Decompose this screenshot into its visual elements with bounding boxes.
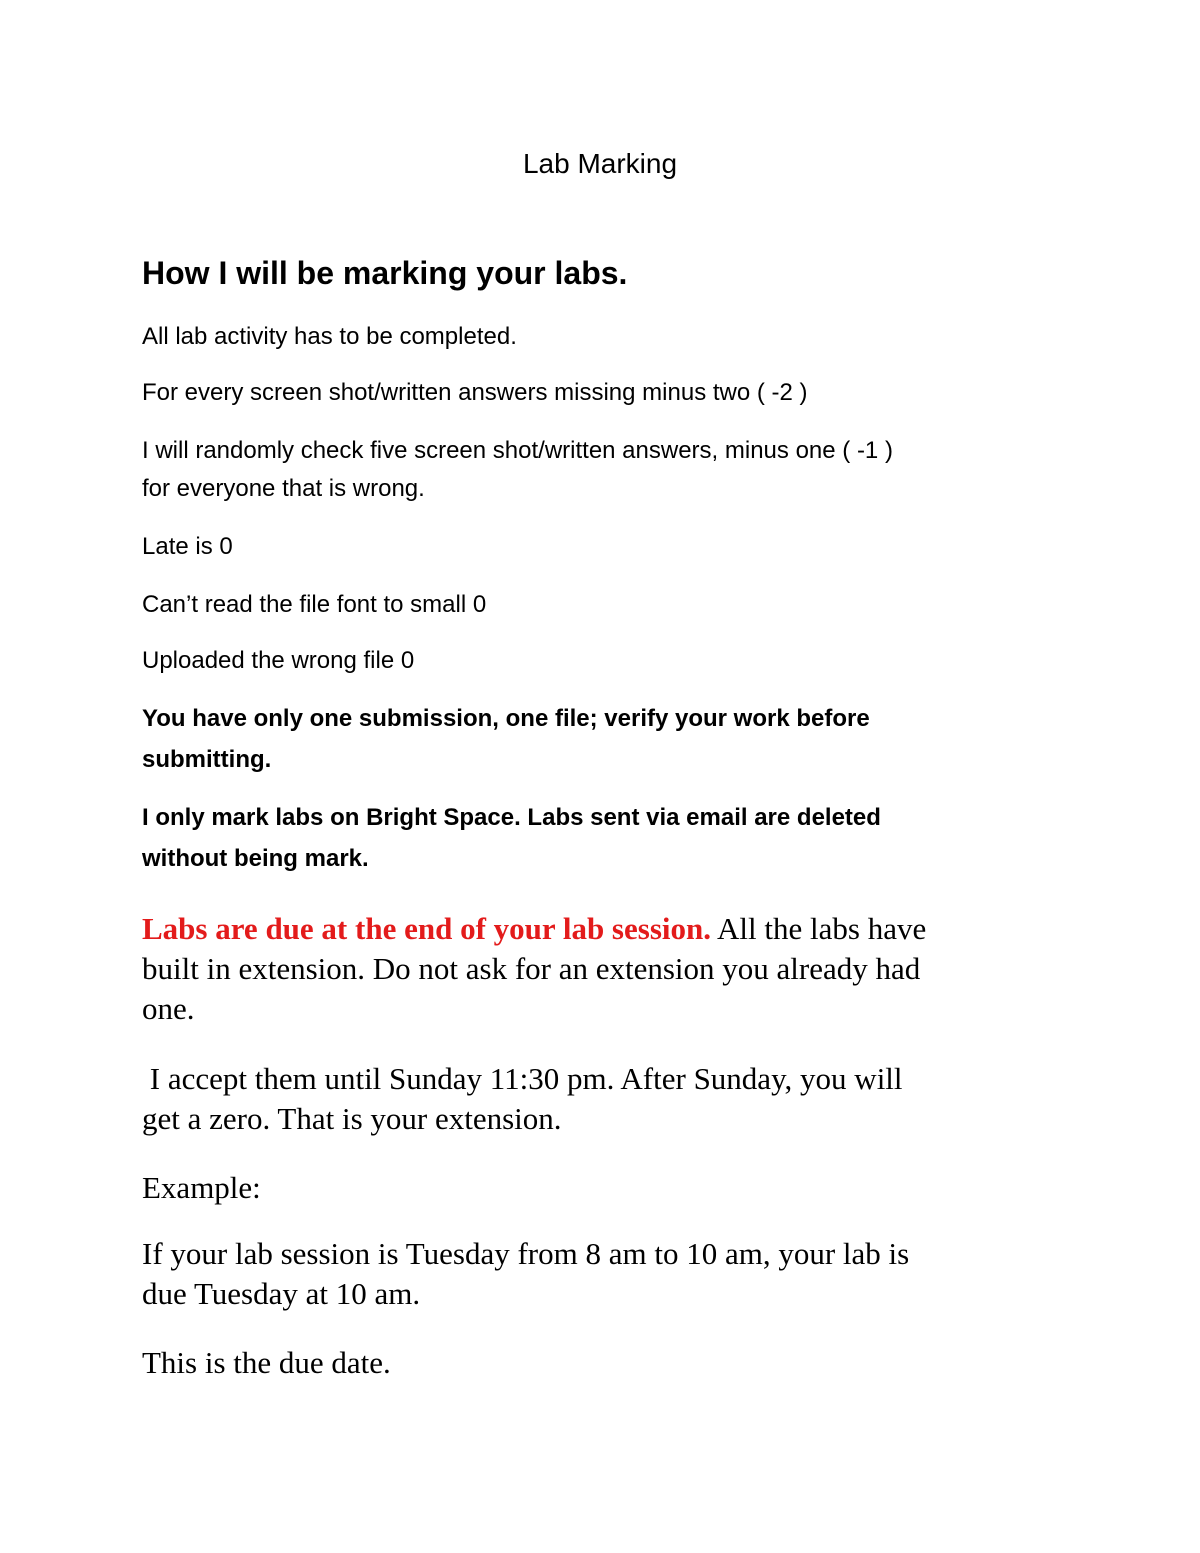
closing-text: This is the due date. [142, 1345, 391, 1380]
due-paragraph [142, 909, 1062, 1029]
due-paragraph-line3: one. [142, 991, 195, 1026]
brightspace-note-line2: without being mark. [142, 845, 369, 872]
rule-completed: All lab activity has to be completed. [142, 323, 517, 350]
accept-paragraph [142, 1059, 1062, 1139]
brightspace-note [142, 797, 1062, 879]
rule-random-check [142, 432, 1062, 508]
accept-paragraph-line1: I accept them until Sunday 11:30 pm. After Sunday, you will [142, 1061, 903, 1096]
document-title: Lab Marking [522, 148, 678, 179]
rule-font-too-small: Can’t read the file font to small 0 [142, 591, 487, 618]
rule-random-check-line2: for everyone that is wrong. [142, 475, 425, 502]
due-paragraph-line2: built in extension. Do not ask for an extension you already had [142, 951, 921, 986]
due-paragraph-line1 [142, 909, 1062, 949]
submission-note [142, 698, 1062, 780]
due-highlight: Labs are due at the end of your lab session. [142, 911, 711, 946]
due-paragraph-line1-rest: All the labs have [711, 911, 927, 946]
rule-random-check-line1: I will randomly check five screen shot/written answers, minus one ( -1 ) [142, 437, 893, 464]
example-text-line2: due Tuesday at 10 am. [142, 1276, 421, 1311]
example-label: Example: [142, 1170, 261, 1205]
brightspace-note-line1: I only mark labs on Bright Space. Labs sent via email are deleted [142, 804, 881, 831]
rule-wrong-file: Uploaded the wrong file 0 [142, 647, 415, 674]
example-text [142, 1234, 1062, 1314]
rule-late: Late is 0 [142, 533, 233, 560]
submission-note-line1: You have only one submission, one file; verify your work before [142, 705, 870, 732]
example-text-line1: If your lab session is Tuesday from 8 am to 10 am, your lab is [142, 1236, 910, 1271]
section-heading: How I will be marking your labs. [142, 255, 628, 291]
submission-note-line2: submitting. [142, 746, 272, 773]
accept-paragraph-line2: get a zero. That is your extension. [142, 1101, 562, 1136]
rule-missing-answers: For every screen shot/written answers missing minus two ( -2 ) [142, 379, 808, 406]
